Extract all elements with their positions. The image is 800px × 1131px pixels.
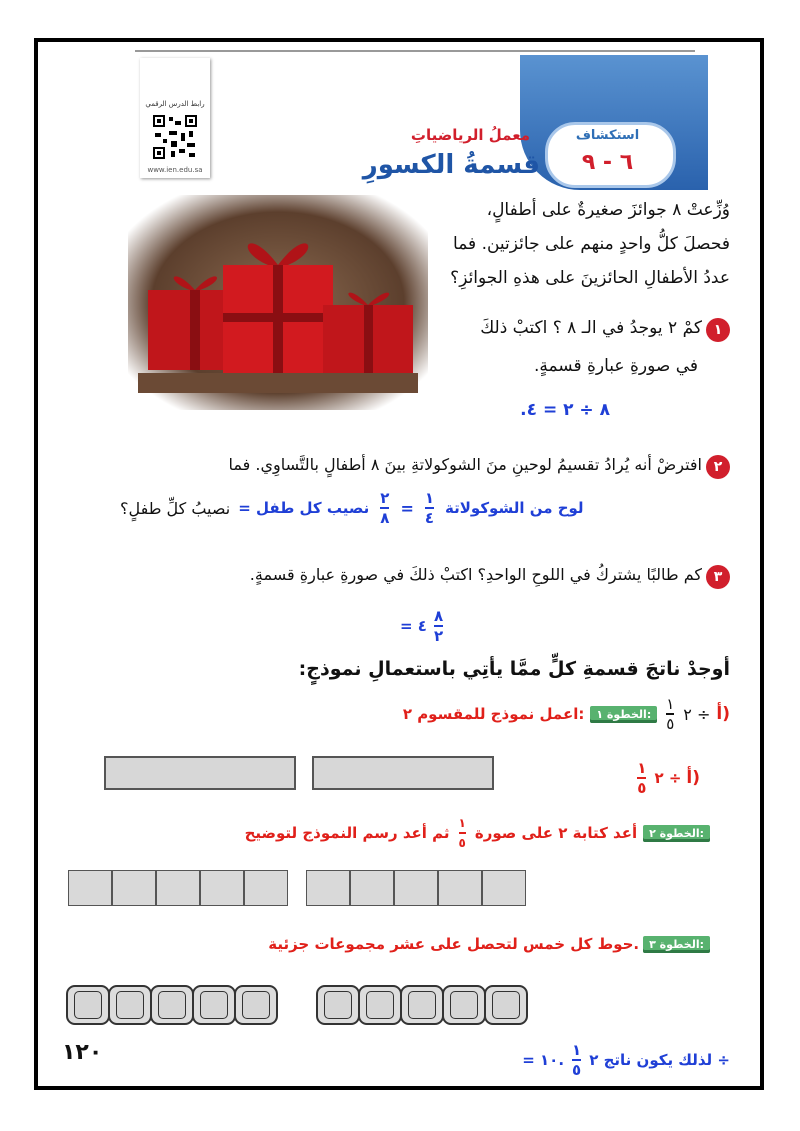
circled-fifth xyxy=(192,985,236,1025)
task-heading: أوجدْ ناتجَ قسمةِ كلٍّ ممَّا يأتِي باستعمالِ نموذجٍ: xyxy=(298,658,730,680)
q2-frac2-den: ٤ xyxy=(424,509,435,527)
q2-fraction-1 xyxy=(380,490,389,526)
fifth-cell xyxy=(306,870,350,906)
conclusion-fraction xyxy=(572,1042,581,1078)
q2-frac2-num: ١ xyxy=(424,489,435,507)
q1-number: ١ xyxy=(706,318,730,342)
item-a2-expr: ٢ ÷ xyxy=(654,769,682,787)
circled-fifth xyxy=(108,985,152,1025)
q2-line-1: افترضْ أنه يُرادُ تقسيمُ لوحينِ منَ الشوكولاتةِ بينَ ٨ أطفالٍ بالتَّساوِي. فما xyxy=(228,455,702,474)
step2-text-b: ثم أعد رسم النموذج لتوضيح xyxy=(244,824,450,842)
step3-text: حوط كل خمس لتحصل على عشر مجموعات جزئية. xyxy=(268,935,640,953)
q2-fraction-2 xyxy=(425,490,434,526)
fifths-bar-1 xyxy=(68,870,288,906)
lesson-title: قسمةُ الكسورِ xyxy=(362,150,540,180)
intro-line-3: عددُ الأطفالِ الحائزينَ على هذهِ الجوائزِ؟ xyxy=(450,268,730,288)
step2-text-a: أعد كتابة ٢ على صورة xyxy=(474,824,638,842)
item-a-expr: ٢ ÷ xyxy=(683,704,711,724)
step2-row xyxy=(70,815,710,851)
lesson-number: ٦ - ٩ xyxy=(581,150,634,175)
item-a-fraction xyxy=(666,696,674,732)
circled-fifths-2 xyxy=(316,985,526,1025)
intro-line-1: وُزِّعتْ ٨ جوائزَ صغيرةٌ على أطفالٍ، xyxy=(486,200,730,220)
step2-frac-num: ١ xyxy=(458,816,466,830)
conclusion-frac-num: ١ xyxy=(572,1041,582,1059)
model-bar-1 xyxy=(104,756,296,790)
qr-code-icon xyxy=(151,113,199,161)
q2-line-2: نصيبُ كلِّ طفلٍ؟ xyxy=(120,498,231,518)
step3-badge: الخطوة ٣: xyxy=(643,936,710,953)
fifth-cell xyxy=(438,870,482,906)
header-rule xyxy=(135,50,695,52)
circled-fifth xyxy=(234,985,278,1025)
q3-number-badge xyxy=(706,565,730,589)
fifth-cell xyxy=(200,870,244,906)
page-number: ١٢٠ xyxy=(62,1040,103,1065)
step3-row xyxy=(120,935,710,953)
lab-label: معملُ الرياضياتِ xyxy=(410,126,530,144)
q2-frac1-den: ٨ xyxy=(380,509,390,527)
fifth-cell xyxy=(394,870,438,906)
step2-fraction xyxy=(459,815,466,851)
q3-text: كم طالبًا يشتركُ في اللوحِ الواحدِ؟ اكتبْ ذلكَ في صورةِ عبارةِ قسمةٍ. xyxy=(249,565,702,584)
item-a2-frac-num: ١ xyxy=(637,759,647,777)
item-a2-frac-den: ٥ xyxy=(637,779,647,797)
q2-answer-prefix: نصيب كل طفل = xyxy=(238,499,370,517)
step2-badge: الخطوة ٢: xyxy=(643,825,710,842)
q3-frac-num: ٨ xyxy=(433,607,444,625)
conclusion-text-b: = ١٠. xyxy=(522,1051,565,1069)
circled-fifths-1 xyxy=(66,985,276,1025)
conclusion-frac-den: ٥ xyxy=(572,1061,582,1079)
q2-number-badge xyxy=(706,455,730,479)
item-a2-fraction xyxy=(637,760,646,796)
fifth-cell xyxy=(112,870,156,906)
item-a-repeat xyxy=(600,760,700,796)
step1-text: اعمل نموذج للمقسوم ٢: xyxy=(402,705,585,723)
q3-answer xyxy=(400,608,480,644)
intro-line-2: فحصلَ كلُّ واحدٍ منهم على جائزتين. فما xyxy=(453,234,730,254)
q1-number-badge xyxy=(706,318,730,342)
step1-row xyxy=(320,696,730,732)
q3-number: ٣ xyxy=(706,565,730,589)
circled-fifth xyxy=(66,985,110,1025)
circled-fifth xyxy=(316,985,360,1025)
q2-frac1-num: ٢ xyxy=(380,489,390,507)
item-a-frac-den: ٥ xyxy=(666,715,675,733)
fifth-cell xyxy=(156,870,200,906)
q2-answer-suffix: لوح من الشوكولاتة xyxy=(445,499,584,517)
fifths-bar-2 xyxy=(306,870,526,906)
item-a-label: أ) xyxy=(716,704,730,724)
item-a-frac-num: ١ xyxy=(666,695,675,713)
circled-fifth xyxy=(358,985,402,1025)
fifth-cell xyxy=(350,870,394,906)
circled-fifth xyxy=(400,985,444,1025)
fifth-cell xyxy=(68,870,112,906)
step1-badge: الخطوة ١: xyxy=(590,706,657,723)
q3-fraction xyxy=(434,608,443,644)
item-a2-label: أ) xyxy=(686,768,700,788)
circled-fifth xyxy=(150,985,194,1025)
q2-number: ٢ xyxy=(706,455,730,479)
q1-answer: ٨ ÷ ٢ = ٤. xyxy=(520,400,610,420)
fifth-cell xyxy=(482,870,526,906)
qr-caption: رابط الدرس الرقمي xyxy=(145,100,205,108)
step2-frac-den: ٥ xyxy=(458,836,466,850)
q1-line-2: في صورةِ عبارةِ قسمةٍ. xyxy=(533,356,698,376)
q2-line-2-row xyxy=(120,490,730,526)
conclusion-row xyxy=(360,1042,730,1078)
qr-url: www.ien.edu.sa xyxy=(147,166,203,174)
explore-label: استكشاف xyxy=(575,128,640,143)
circled-fifth xyxy=(484,985,528,1025)
q3-answer-tail: = ٤ xyxy=(400,617,427,635)
q1-line-1: كمْ ٢ يوجدُ في الـ ٨ ؟ اكتبْ ذلكَ xyxy=(480,318,702,338)
gifts-photo xyxy=(128,195,428,410)
q2-equals: = xyxy=(400,498,414,518)
model-bar-2 xyxy=(312,756,494,790)
q3-frac-den: ٢ xyxy=(433,627,444,645)
conclusion-text-a: لذلك يكون ناتج ٢ ÷ xyxy=(589,1051,730,1069)
fifth-cell xyxy=(244,870,288,906)
circled-fifth xyxy=(442,985,486,1025)
